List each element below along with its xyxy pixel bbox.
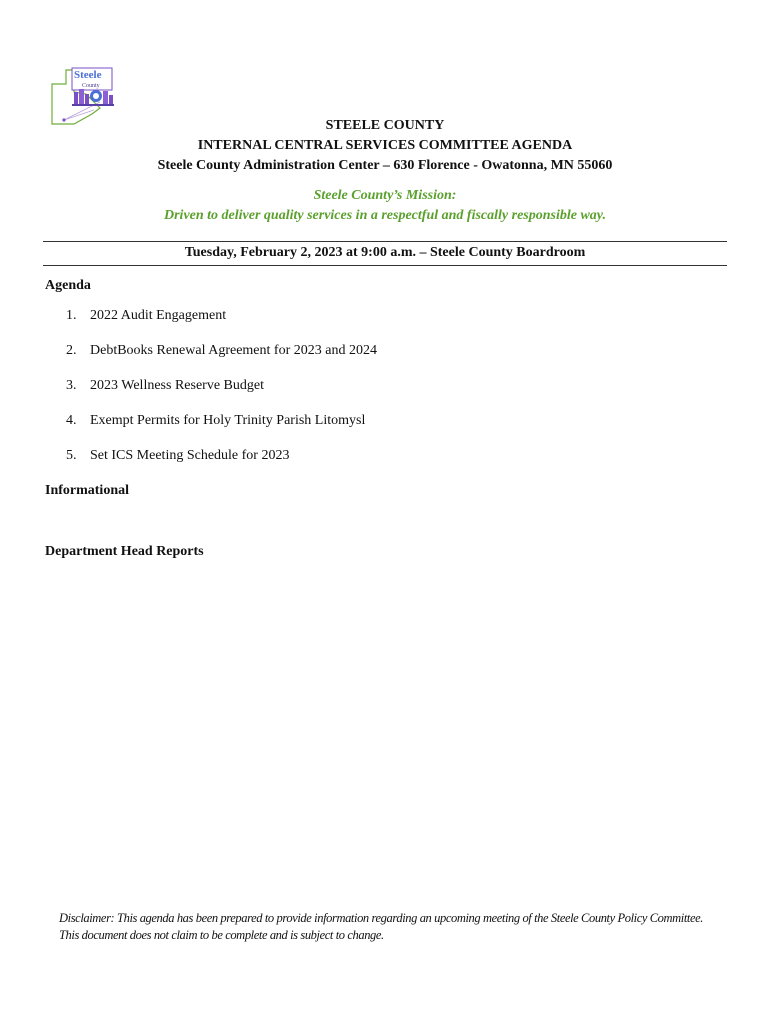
divider-top — [43, 241, 727, 242]
disclaimer-line-2: This document does not claim to be complete and is subject to change. — [59, 928, 384, 942]
agenda-item-number: 2. — [66, 343, 77, 358]
address-line: Steele County Administration Center – 630 Florence - Owatonna, MN 55060 — [157, 158, 613, 173]
agenda-item — [66, 376, 377, 411]
agenda-item-number: 1. — [66, 308, 77, 323]
divider-bottom — [43, 265, 727, 266]
disclaimer-line-1: Disclaimer: This agenda has been prepared to provide information regarding an upcoming meeting of the Steele County Policy Committee. — [59, 911, 704, 925]
department-head-reports-heading: Department Head Reports — [45, 544, 204, 559]
committee-title: INTERNAL CENTRAL SERVICES COMMITTEE AGENDA — [197, 138, 573, 153]
agenda-item — [66, 306, 377, 341]
mission-title: Steele County’s Mission: — [313, 188, 457, 203]
county-name: STEELE COUNTY — [325, 118, 445, 133]
agenda-item — [66, 341, 377, 376]
agenda-item-number: 3. — [66, 378, 77, 393]
mission-text: Driven to deliver quality services in a respectful and fiscally responsible way. — [164, 208, 606, 223]
agenda-item-text: 2022 Audit Engagement — [90, 308, 227, 323]
informational-heading: Informational — [45, 483, 129, 498]
agenda-heading: Agenda — [45, 278, 91, 293]
agenda-item — [66, 446, 377, 481]
agenda-item-text: Exempt Permits for Holy Trinity Parish Litomysl — [90, 413, 366, 428]
logo-text-county: County — [82, 83, 100, 89]
document-header — [0, 116, 770, 226]
agenda-item — [66, 411, 377, 446]
agenda-item-text: 2023 Wellness Reserve Budget — [90, 378, 264, 393]
disclaimer — [59, 910, 739, 944]
mission-statement — [0, 186, 770, 226]
meeting-date-line: Tuesday, February 2, 2023 at 9:00 a.m. – Steele County Boardroom — [184, 245, 586, 260]
agenda-item-text: Set ICS Meeting Schedule for 2023 — [90, 448, 290, 463]
logo-text-steele: Steele — [74, 69, 102, 81]
agenda-item-number: 4. — [66, 413, 77, 428]
agenda-item-number: 5. — [66, 448, 77, 463]
agenda-item-text: DebtBooks Renewal Agreement for 2023 and 2024 — [90, 343, 377, 358]
agenda-list — [66, 306, 377, 481]
